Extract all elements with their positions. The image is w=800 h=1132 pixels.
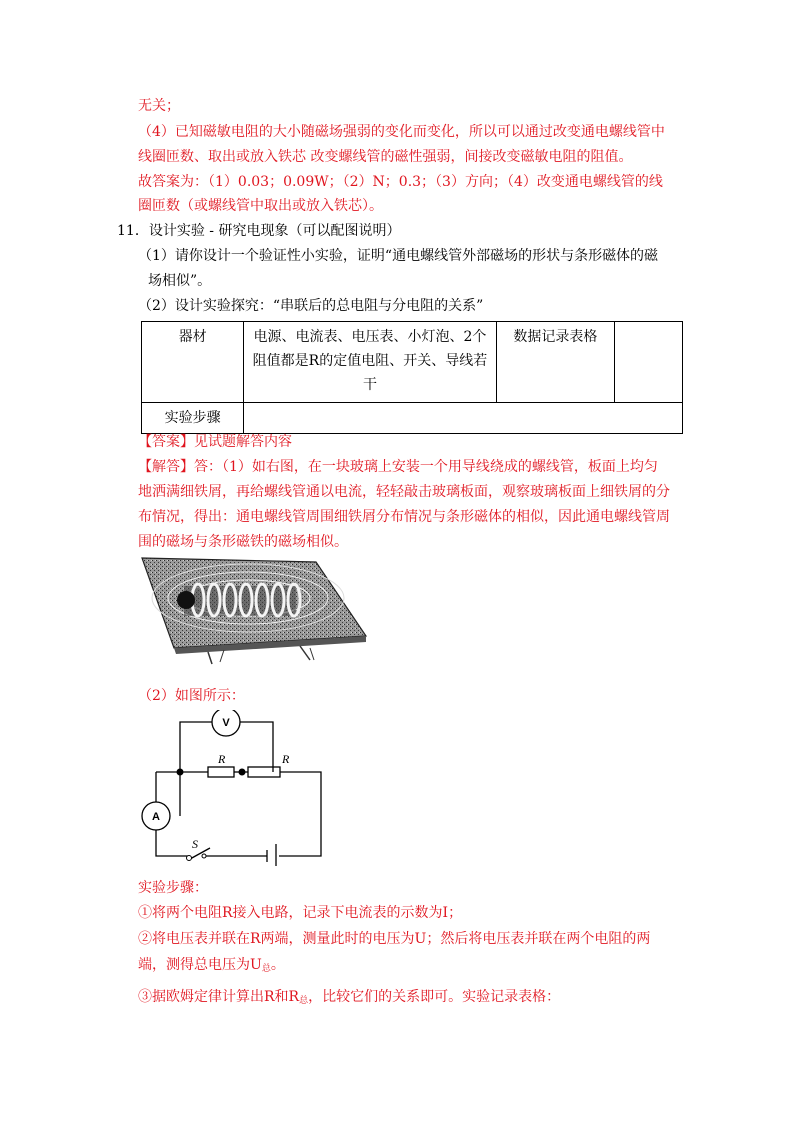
subscript-total: 总 [261,964,271,974]
switch-label: S [192,837,198,851]
resistor2-label: R [282,752,290,766]
text-line: 线圈匝数、取出或放入铁芯 改变螺线管的磁性强弱，间接改变磁敏电阻的阻值。 [138,149,633,165]
analysis-text: 地洒满细铁屑，再给螺线管通以电流，轻轻敲击玻璃板面，观察玻璃板面上细铁屑的分 [138,484,670,500]
steps-label: 实验步骤 [142,403,244,434]
figure-caption: （2）如图所示： [138,688,245,704]
text-line: 圈匝数（或螺线管中取出或放入铁芯）。 [138,198,383,214]
solenoid-photo [140,556,370,666]
question-title: 11．设计实验 - 研究电现象（可以配图说明） [117,223,401,239]
record-table-label: 数据记录表格 [496,322,615,403]
step-2-end: 。 [270,957,285,973]
step-1: ①将两个电阻R接入电路，记录下电流表的示数为I； [138,905,463,921]
empty-cell [615,322,683,403]
equipment-label: 器材 [142,322,244,403]
analysis-text: 【解答】答：（1）如右图，在一块玻璃上安装一个用导线绕成的螺线管，板面上均匀 [138,459,658,475]
analysis-text: 布情况，得出：通电螺线管周围细铁屑分布情况与条形磁体的相似，因此通电螺线管周 [138,509,670,525]
resistor1-label: R [218,752,226,766]
subscript-total: 总 [299,996,309,1006]
step-3-text-end: ，比较它们的关系即可。实验记录表格： [308,989,561,1005]
step-3 [138,987,560,1011]
step-2: ②将电压表并联在R两端，测量此时的电压为U；然后将电压表并联在两个电阻的两 [138,931,651,947]
circuit-diagram [136,710,336,866]
question-text: （2）设计实验探究：“串联后的总电阻与分电阻的关系” [138,298,484,314]
step-3-text: ③据欧姆定律计算出R和R [138,989,300,1005]
voltmeter-label: V [222,717,230,729]
analysis-text: 围的磁场与条形磁铁的磁场相似。 [138,534,348,550]
text-line: （4）已知磁敏电阻的大小随磁场强弱的变化而变化，所以可以通过改变通电螺线管中 [138,124,665,140]
answer-summary-line: 故答案为：（1）0.03；0.09W；（2）N；0.3；（3）方向；（4）改变通电螺线管的线 [138,174,663,190]
steps-title: 实验步骤： [138,880,208,896]
step-2-continued [138,955,285,979]
question-text: 场相似”。 [148,273,212,289]
answer-tag: 【答案】见试题解答内容 [138,434,292,450]
step-2-text: 端，测得总电压为U [138,957,262,973]
equipment-content: 电源、电流表、电压表、小灯泡、2个阻值都是R的定值电阻、开关、导线若干 [244,322,496,403]
question-text: （1）请你设计一个验证性小实验，证明“通电螺线管外部磁场的形状与条形磁体的磁 [138,248,659,264]
experiment-table [141,321,683,434]
steps-content [244,403,683,434]
ammeter-label: A [152,811,160,823]
text-line: 无关； [138,98,180,114]
